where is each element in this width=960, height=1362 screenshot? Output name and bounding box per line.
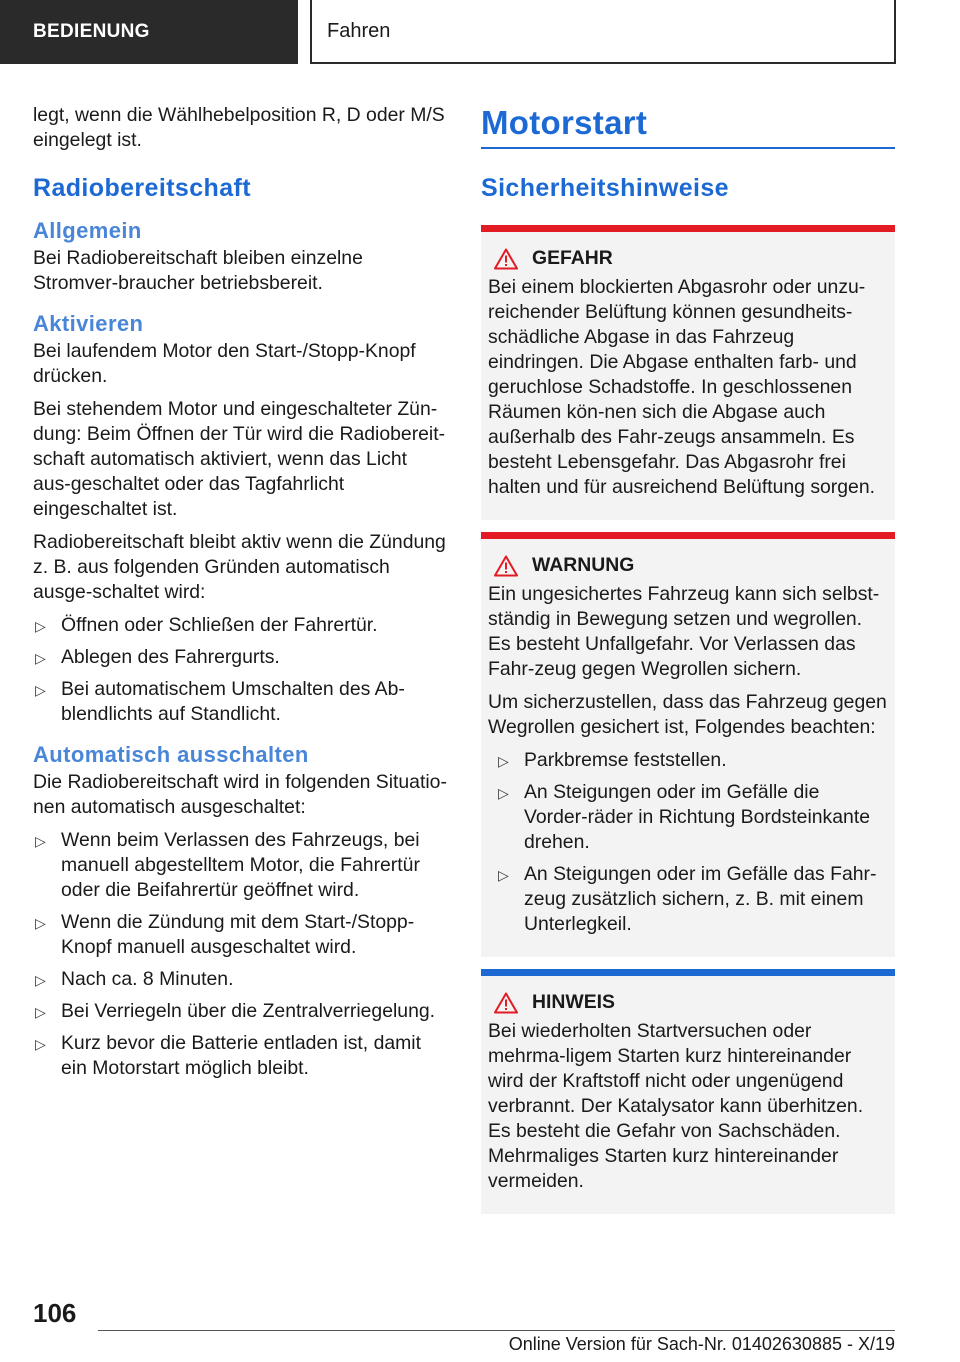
notice-label: HINWEIS (532, 991, 615, 1013)
warning-triangle-icon (494, 555, 518, 577)
list-item: ▷ Ablegen des Fahrergurts. (33, 645, 447, 670)
triangle-bullet-icon: ▷ (35, 650, 46, 666)
header-chapter-label: Fahren (327, 19, 391, 42)
left-column (33, 103, 447, 1089)
header-chapter-tab (310, 0, 896, 64)
hinweis-paragraph: Bei wiederholten Startversuchen oder mehrma‐ligem Starten kurz hintereinander wird der Kraftstoff nicht oder ungenügend verbrannt. Der Katalysator kann überhitzen. Es besteht die Gefahr von Sachschäden. Mehrmaliges Starten kurz hintereinander vermeiden. (488, 1020, 864, 1192)
list-item: ▷ Wenn die Zündung mit dem Start-/Stopp-Knopf manuell ausgeschaltet wird. (35, 911, 415, 958)
triangle-bullet-icon: ▷ (498, 867, 509, 883)
triangle-bullet-icon: ▷ (35, 833, 46, 849)
triangle-bullet-icon: ▷ (35, 972, 46, 988)
notice-warnung (481, 532, 895, 957)
triangle-bullet-icon: ▷ (498, 785, 509, 801)
warnung-list (496, 748, 888, 937)
list-item: ▷ Wenn beim Verlassen des Fahrzeugs, bei manuell abgestelltem Motor, die Fahrertür oder die Beifahrertür geöffnet wird. (35, 829, 420, 901)
warnung-paragraph-1: Ein ungesichertes Fahrzeug kann sich selbst‐ständig in Bewegung setzen und wegrollen. Es besteht Unfallgefahr. Vor Verlassen das Fahr‐zeug gegen Wegrollen sichern. (488, 583, 880, 680)
triangle-bullet-icon: ▷ (498, 753, 509, 769)
intro-paragraph: legt, wenn die Wählhebelposition R, D oder M/S eingelegt ist. (33, 104, 445, 151)
allgemein-paragraph: Bei Radiobereitschaft bleiben einzelne Stromver‐braucher betriebsbereit. (33, 247, 363, 294)
list-item: ▷ Öffnen oder Schließen der Fahrertür. (33, 613, 447, 638)
section-heading-sicherheitshinweise: Sicherheitshinweise (481, 174, 729, 202)
notice-gefahr (481, 225, 895, 520)
triangle-bullet-icon: ▷ (35, 682, 46, 698)
subheading-allgemein: Allgemein (33, 218, 142, 243)
header-section-label: BEDIENUNG (33, 21, 150, 42)
list-item: ▷ Nach ca. 8 Minuten. (33, 967, 447, 992)
section-heading-radiobereitschaft: Radiobereitschaft (33, 174, 251, 202)
warnung-paragraph-2: Um sicherzustellen, dass das Fahrzeug gegen Wegrollen gesichert ist, Folgendes beachten: (488, 691, 887, 738)
aktivieren-list (33, 613, 447, 727)
list-item: ▷ Parkbremse feststellen. (496, 748, 888, 773)
list-item: ▷ An Steigungen oder im Gefälle das Fahr‐zeug zusätzlich sichern, z. B. mit einem Unterlegkeil. (498, 863, 877, 935)
warning-triangle-icon (494, 248, 518, 270)
list-item: ▷ Bei Verriegeln über die Zentralverriegelung. (33, 999, 447, 1024)
list-item: ▷ An Steigungen oder im Gefälle die Vorder‐räder in Richtung Bordsteinkante drehen. (498, 781, 870, 853)
ausschalten-paragraph: Die Radiobereitschaft wird in folgenden Situatio‐nen automatisch ausgeschaltet: (33, 771, 447, 818)
ausschalten-list (33, 828, 447, 1081)
notice-header (494, 553, 888, 578)
page-number: 106 (33, 1298, 77, 1328)
subheading-aktivieren: Aktivieren (33, 311, 144, 336)
footer-online-version: Online Version für Sach-Nr. 01402630885 - X/19 (508, 1334, 895, 1354)
notice-hinweis (481, 969, 895, 1214)
page-title-motorstart: Motorstart (481, 103, 895, 149)
footer-divider (98, 1330, 895, 1331)
triangle-bullet-icon: ▷ (35, 1004, 46, 1020)
notice-label: WARNUNG (532, 554, 635, 576)
header-section-tab (0, 0, 298, 64)
list-item: ▷ Bei automatischem Umschalten des Ab‐blendlichts auf Standlicht. (35, 678, 405, 725)
list-item: ▷ Kurz bevor die Batterie entladen ist, damit ein Motorstart möglich bleibt. (35, 1032, 421, 1079)
notice-header (494, 990, 888, 1015)
notice-label: GEFAHR (532, 247, 613, 269)
triangle-bullet-icon: ▷ (35, 1036, 46, 1052)
subheading-automatisch-ausschalten: Automatisch ausschalten (33, 742, 309, 767)
warning-triangle-icon (494, 992, 518, 1014)
notice-header (494, 246, 888, 271)
right-column (481, 103, 895, 1226)
aktivieren-paragraph-3: Radiobereitschaft bleibt aktiv wenn die Zündung z. B. aus folgenden Gründen automatisch ausge‐schaltet wird: (33, 531, 446, 603)
aktivieren-paragraph-1: Bei laufendem Motor den Start-/Stopp-Knopf drücken. (33, 340, 416, 387)
gefahr-paragraph: Bei einem blockierten Abgasrohr oder unzu‐reichender Belüftung können gesundheits‐schädliche Abgase in das Fahrzeug eindringen. Die Abgase enthalten farb- und geruchlose Schadstoffe. In geschlossenen Räumen kön‐nen sich die Abgase auch außerhalb des Fahr‐zeugs ansammeln. Es besteht Lebensgefahr. Das Abgasrohr frei halten und für ausreichend Belüftung sorgen. (488, 276, 876, 498)
triangle-bullet-icon: ▷ (35, 618, 46, 634)
triangle-bullet-icon: ▷ (35, 915, 46, 931)
aktivieren-paragraph-2: Bei stehendem Motor und eingeschalteter Zün‐dung: Beim Öffnen der Tür wird die Radiobereit‐schaft automatisch aktiviert, wenn das Licht aus‐geschaltet oder das Tagfahrlicht eingeschaltet ist. (33, 398, 446, 520)
